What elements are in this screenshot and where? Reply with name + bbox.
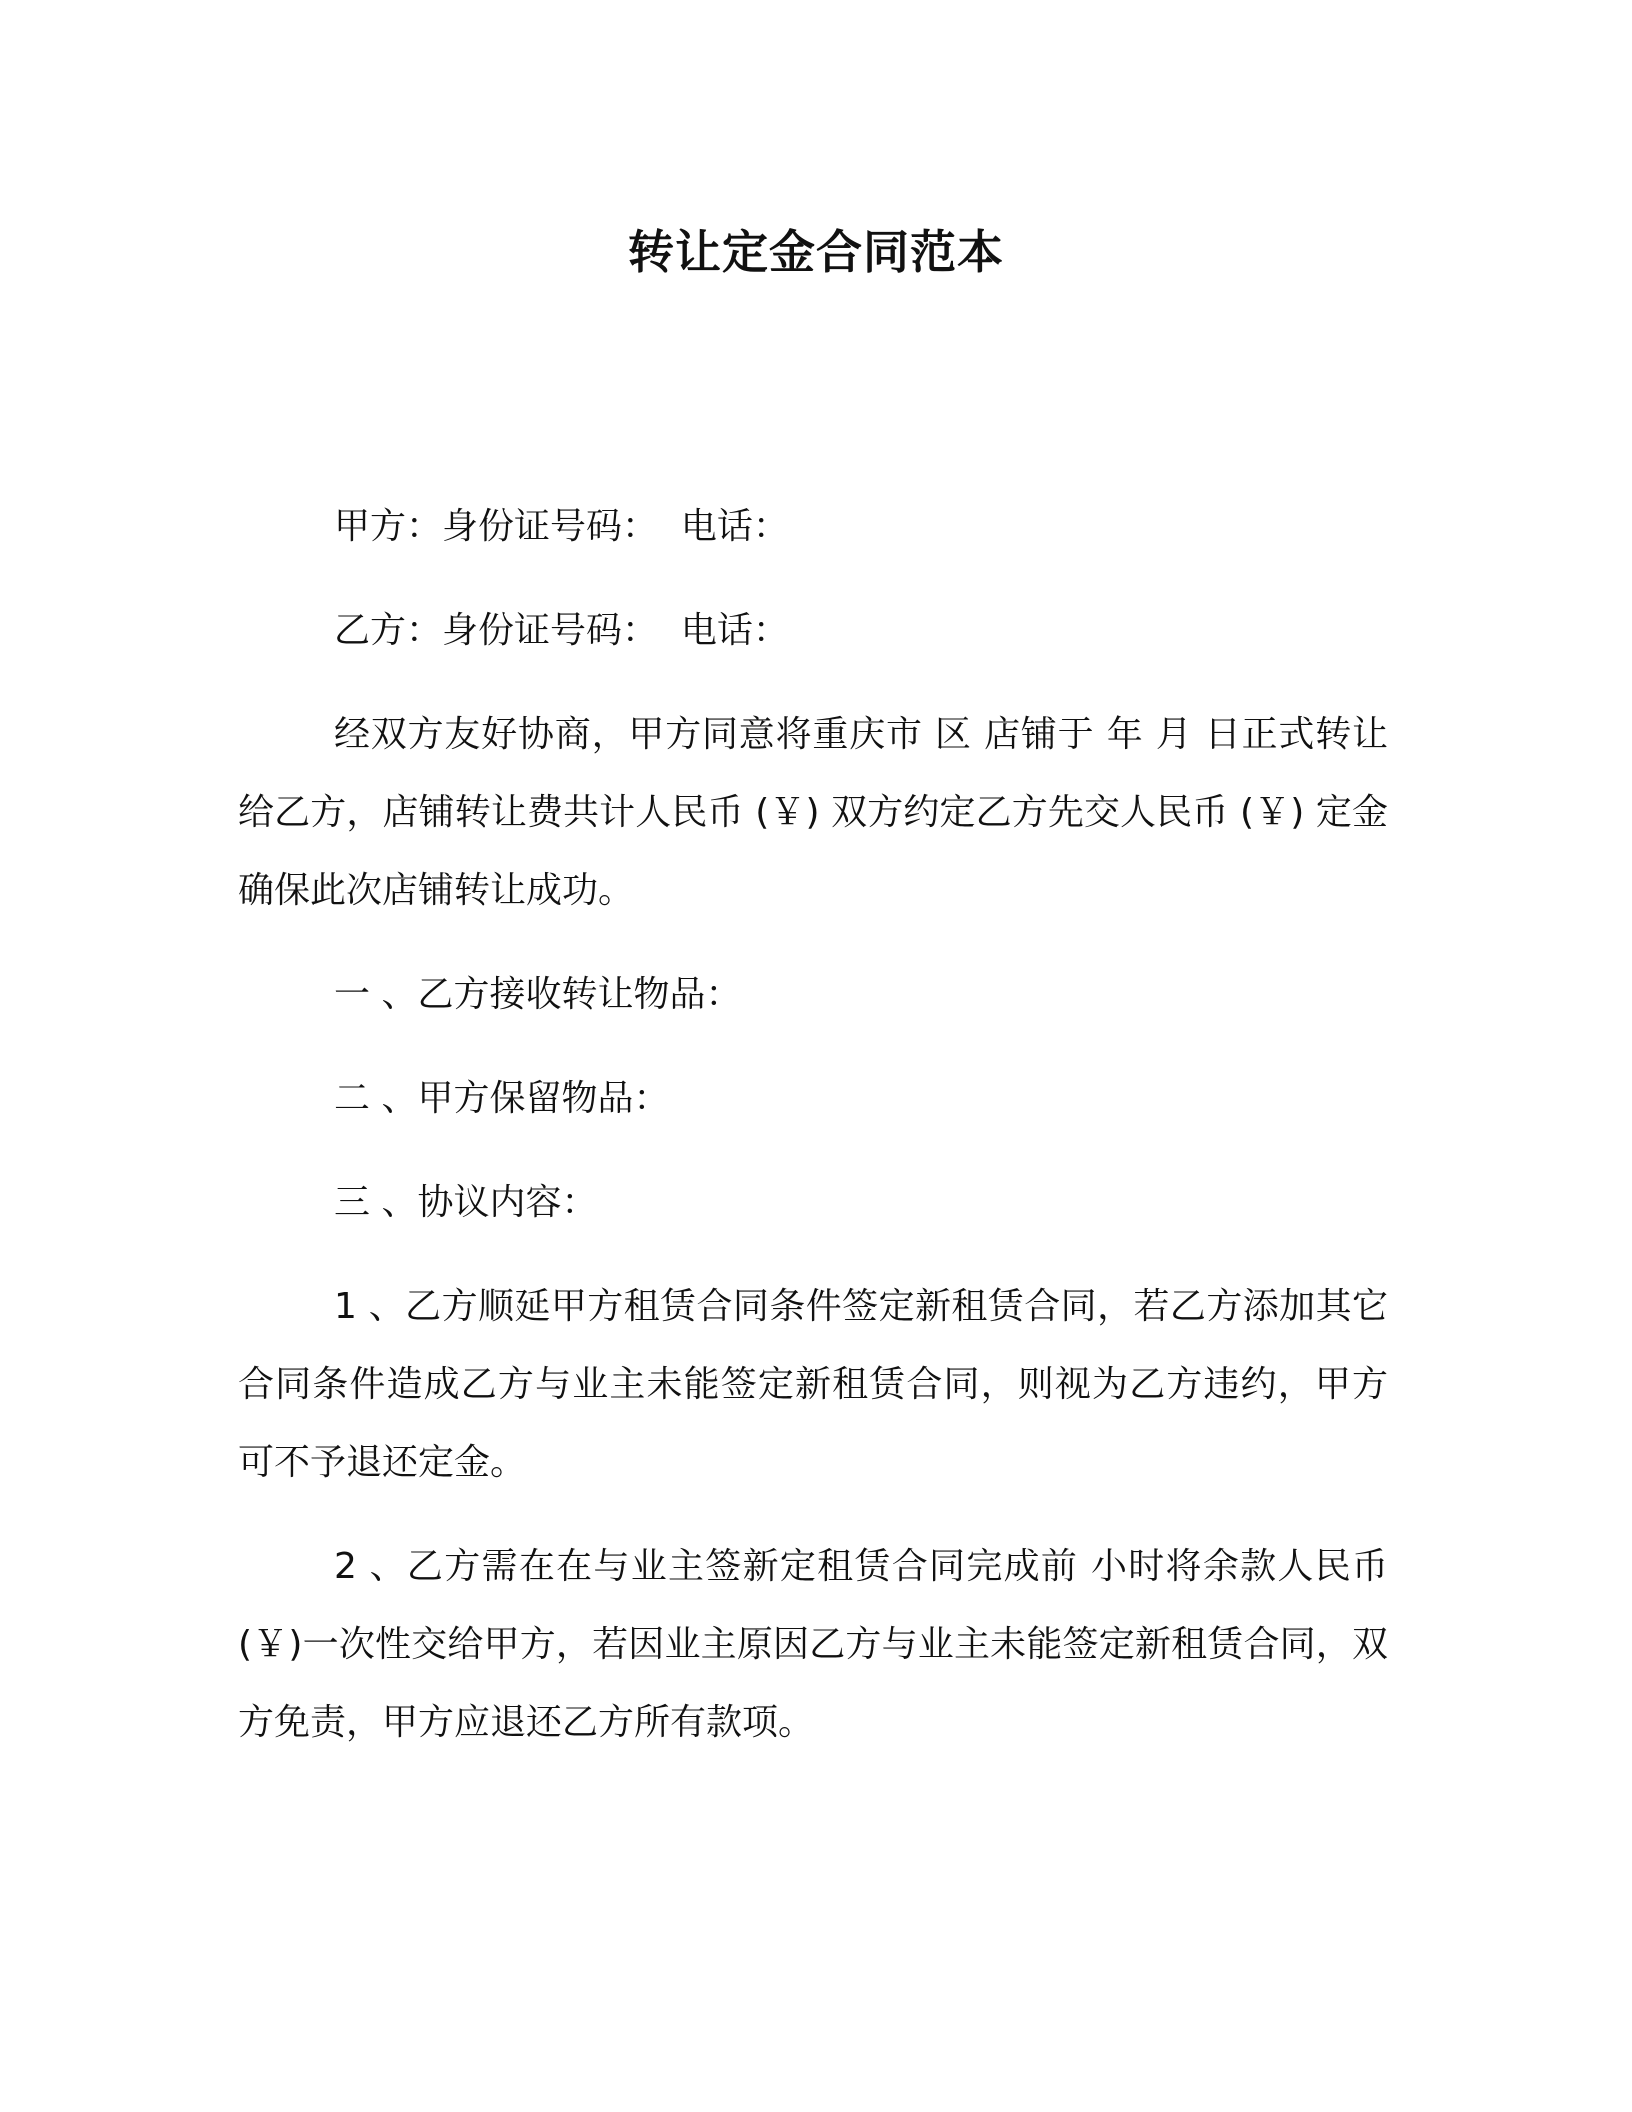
intro-paragraph: 经双方友好协商，甲方同意将重庆市 区 店铺于 年 月 日正式转让给乙方，店铺转让费共计人民币 (￥) 双方约定乙方先交人民币 (￥) 定金确保此次店铺转让成功。 [238, 714, 1388, 911]
party-b-line: 乙方：身份证号码： 电话： [334, 610, 789, 651]
document-body [238, 488, 1388, 1788]
section-heading-2: 二 、甲方保留物品： [334, 1078, 670, 1119]
clause-2: 2 、乙方需在在与业主签新定租赁合同完成前 小时将余款人民币(￥)一次性交给甲方，若因业主原因乙方与业主未能签定新租赁合同，双方免责，甲方应退还乙方所有款项。 [238, 1546, 1388, 1743]
party-a-line: 甲方：身份证号码： 电话： [334, 506, 789, 547]
document-title: 转让定金合同范本 [628, 225, 1004, 279]
section-heading-1: 一 、乙方接收转让物品： [334, 974, 742, 1015]
section-heading-3: 三 、协议内容： [334, 1182, 598, 1223]
clause-1: 1 、乙方顺延甲方租赁合同条件签定新租赁合同，若乙方添加其它合同条件造成乙方与业主未能签定新租赁合同，则视为乙方违约，甲方可不予退还定金。 [238, 1286, 1388, 1483]
